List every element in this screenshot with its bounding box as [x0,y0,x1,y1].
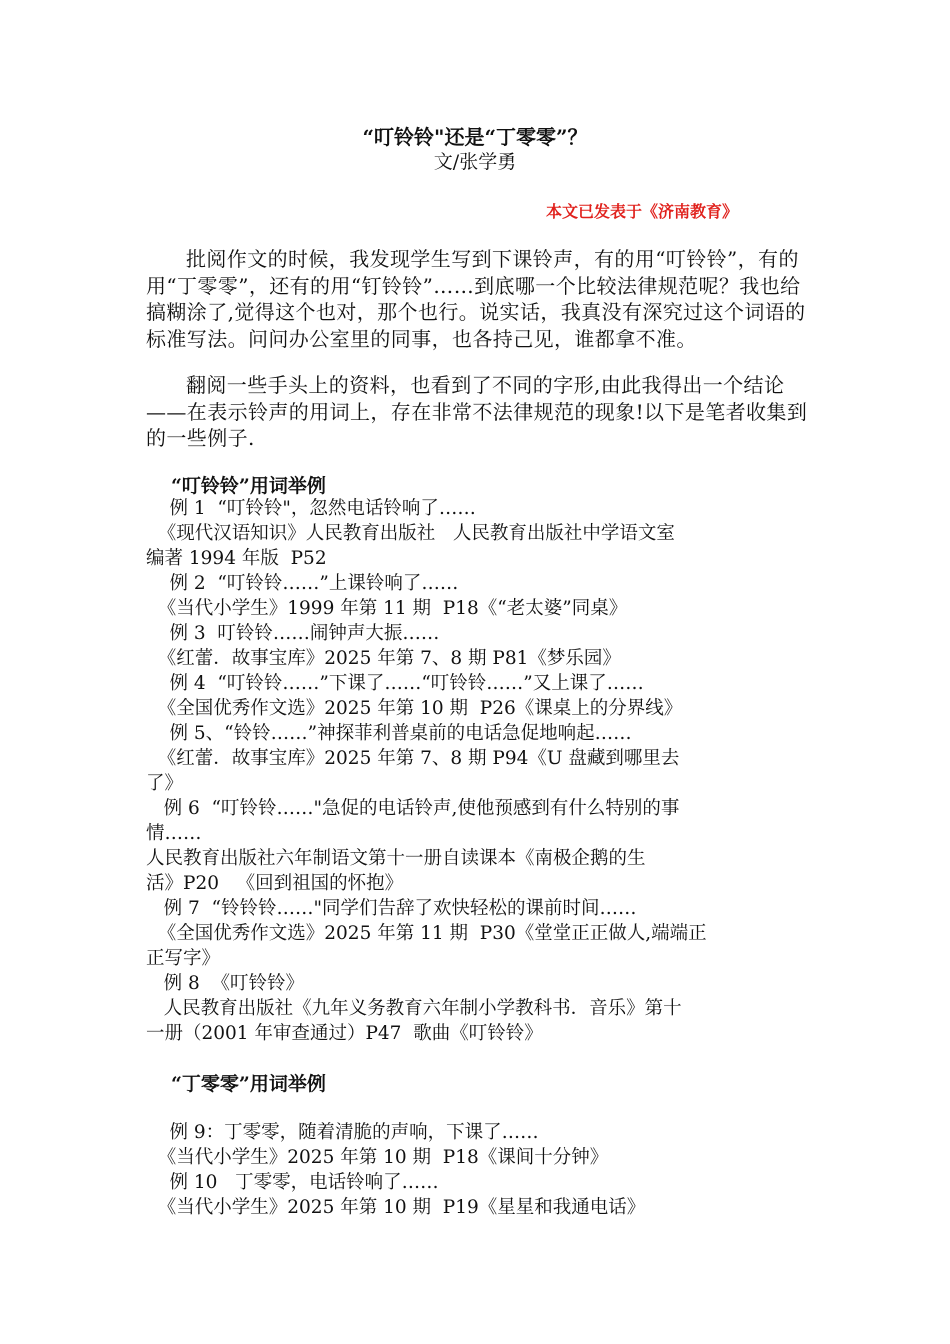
example-line: 《全国优秀作文选》2025 年第 11 期 P30《堂堂正正做人,端端正 [146,923,707,944]
example-line: 例 6 “叮铃铃……"急促的电话铃声,使他预感到有什么特别的事 [146,798,680,819]
example-line: 《当代小学生》2025 年第 10 期 P19《星星和我通电话》 [146,1197,646,1218]
example-line: 正写字》 [146,948,221,969]
example-line: 《红蕾．故事宝库》2025 年第 7、8 期 P81《梦乐园》 [146,648,621,669]
example-line: 例 3 叮铃铃……闹钟声大振…… [146,623,440,644]
intro-paragraph-1 [146,246,810,352]
example-line: 人民教育出版社六年制语文第十一册自读课本《南极企鹅的生 [146,848,646,869]
publication-note: 本文已发表于《济南教育》 [546,202,739,221]
example-line: 一册（2001 年审查通过）P47 歌曲《叮铃铃》 [146,1023,543,1044]
example-line: 活》P20 《回到祖国的怀抱》 [146,873,404,894]
paragraph-text: 批阅作文的时候，我发现学生写到下课铃声，有的用“叮铃铃”，有的用“丁零零”，还有的用“钉铃铃”……到底哪一个比较法律规范呢？我也给搞糊涂了,觉得这个也对，那个也行。说实话，我真没有深究过这个词语的标准写法。问问办公室里的同事，也各持己见，谁都拿不准。 [146,247,806,351]
example-line: 例 5、“铃铃……”神探菲利普桌前的电话急促地响起…… [146,723,632,744]
author-byline: 文/张学勇 [433,151,517,173]
example-line: 《红蕾．故事宝库》2025 年第 7、8 期 P94《U 盘藏到哪里去 [146,748,680,769]
example-line: 情…… [146,823,202,844]
example-line: 例 1 “叮铃铃"，忽然电话铃响了…… [146,498,476,519]
paragraph-text: 翻阅一些手头上的资料，也看到了不同的字形,由此我得出一个结论——在表示铃声的用词上，存在非常不法律规范的现象!以下是笔者收集到的一些例子. [146,373,808,450]
intro-paragraph-2 [146,372,810,452]
article-title: “叮铃铃"还是“丁零零”？ [362,125,588,149]
example-line: 《现代汉语知识》人民教育出版社 人民教育出版社中学语文室 [146,523,675,544]
example-line: 例 9：丁零零，随着清脆的声响，下课了…… [146,1122,539,1143]
example-line: 了》 [146,773,184,794]
example-line: 例 10 丁零零，电话铃响了…… [146,1172,439,1193]
example-line: 编著 1994 年版 P52 [146,548,327,569]
example-line: 例 7 “铃铃铃……"同学们告辞了欢快轻松的课前时间…… [146,898,637,919]
example-line: 例 2 “叮铃铃……”上课铃响了…… [146,573,459,594]
example-line: 人民教育出版社《九年义务教育六年制小学教科书．音乐》第十 [146,998,682,1019]
example-line: 《全国优秀作文选》2025 年第 10 期 P26《课桌上的分界线》 [146,698,683,719]
example-line: 《当代小学生》2025 年第 10 期 P18《课间十分钟》 [146,1147,609,1168]
example-line: 《当代小学生》1999 年第 11 期 P18《“老太婆”同桌》 [146,598,628,619]
section-heading-dinglingling: “叮铃铃”用词举例 [171,475,326,497]
example-line: 例 4 “叮铃铃……”下课了……“叮铃铃……”又上课了…… [146,673,644,694]
example-line: 例 8 《叮铃铃》 [146,973,305,994]
section-heading-dinglingling-2: “丁零零”用词举例 [171,1073,326,1095]
